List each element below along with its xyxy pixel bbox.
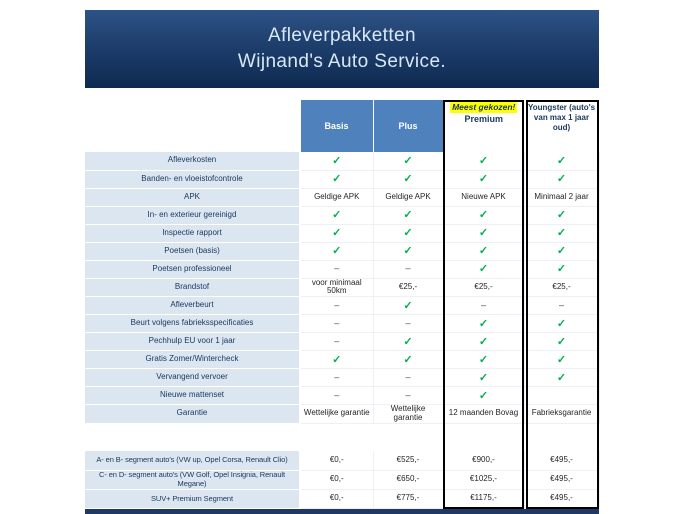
spacer-row [85, 423, 599, 451]
table-row [85, 170, 599, 188]
table-row [85, 451, 599, 470]
cell-plus: ✓ [373, 351, 443, 369]
cell-youngster: ✓ [524, 333, 599, 351]
header-youngster: Youngster (auto's van max 1 jaar oud) [524, 100, 599, 152]
table-body [85, 152, 599, 508]
cell-premium: – [443, 297, 524, 315]
header-premium-label: Premium [464, 114, 503, 125]
cell-premium: ✓ [443, 351, 524, 369]
cell-basis: ✓ [300, 224, 373, 242]
bottom-bar [85, 509, 599, 514]
row-label: In- en exterieur gereinigd [85, 206, 300, 224]
cell-youngster: €495,- [524, 451, 599, 470]
cell-youngster: ✓ [524, 369, 599, 387]
cell-youngster [524, 387, 599, 405]
cell-premium: ✓ [443, 206, 524, 224]
cell-basis: – [300, 333, 373, 351]
row-label: SUV+ Premium Segment [85, 489, 300, 508]
cell-premium: €1025,- [443, 470, 524, 489]
cell-plus: ✓ [373, 242, 443, 260]
table-row [85, 260, 599, 278]
cell-basis: ✓ [300, 351, 373, 369]
row-label: Banden- en vloeistofcontrole [85, 170, 300, 188]
cell-basis: €0,- [300, 451, 373, 470]
cell-youngster: €495,- [524, 489, 599, 508]
cell-youngster: €25,- [524, 278, 599, 297]
cell-basis: Wettelijke garantie [300, 405, 373, 424]
row-label: C- en D- segment auto's (VW Golf, Opel Insignia, Renault Megane) [85, 470, 300, 489]
header-premium [443, 100, 524, 152]
row-label: Inspectie rapport [85, 224, 300, 242]
table-row [85, 297, 599, 315]
cell-basis: – [300, 387, 373, 405]
cell-plus: ✓ [373, 297, 443, 315]
row-label: Afleverbeurt [85, 297, 300, 315]
row-label: Garantie [85, 405, 300, 424]
cell-basis: €0,- [300, 489, 373, 508]
banner-title-line1: Afleverpakketten [268, 24, 416, 46]
row-label: A- en B- segment auto's (VW up, Opel Corsa, Renault Clio) [85, 451, 300, 470]
cell-youngster: ✓ [524, 315, 599, 333]
row-label: Poetsen professioneel [85, 260, 300, 278]
cell-basis: – [300, 297, 373, 315]
cell-youngster: ✓ [524, 224, 599, 242]
cell-basis: ✓ [300, 242, 373, 260]
cell-premium: ✓ [443, 152, 524, 170]
row-label: Beurt volgens fabrieksspecificaties [85, 315, 300, 333]
cell-plus: €525,- [373, 451, 443, 470]
header-row [85, 100, 599, 152]
cell-plus: – [373, 369, 443, 387]
table-row [85, 351, 599, 369]
row-label: Brandstof [85, 278, 300, 297]
row-label: Nieuwe mattenset [85, 387, 300, 405]
header-plus: Plus [373, 100, 443, 152]
cell-premium: ✓ [443, 369, 524, 387]
cell-basis: – [300, 315, 373, 333]
cell-plus: ✓ [373, 170, 443, 188]
cell-youngster: Minimaal 2 jaar [524, 188, 599, 206]
cell-premium: ✓ [443, 170, 524, 188]
banner [85, 10, 599, 88]
cell-premium: ✓ [443, 260, 524, 278]
cell-youngster: ✓ [524, 206, 599, 224]
cell-premium: €25,- [443, 278, 524, 297]
cell-premium: 12 maanden Bovag [443, 405, 524, 424]
cell-premium: ✓ [443, 315, 524, 333]
cell-basis: ✓ [300, 206, 373, 224]
cell-plus: Geldige APK [373, 188, 443, 206]
spacer-cell [85, 423, 599, 451]
cell-premium: ✓ [443, 224, 524, 242]
cell-basis: €0,- [300, 470, 373, 489]
table-row [85, 224, 599, 242]
row-label: Pechhulp EU voor 1 jaar [85, 333, 300, 351]
cell-basis: voor minimaal 50km [300, 278, 373, 297]
cell-youngster: ✓ [524, 260, 599, 278]
row-label: APK [85, 188, 300, 206]
cell-youngster: €495,- [524, 470, 599, 489]
cell-plus: ✓ [373, 152, 443, 170]
package-table-area [85, 100, 599, 514]
table-row [85, 188, 599, 206]
cell-basis: – [300, 260, 373, 278]
cell-basis: ✓ [300, 170, 373, 188]
cell-plus: €25,- [373, 278, 443, 297]
table-row [85, 405, 599, 424]
cell-youngster: ✓ [524, 170, 599, 188]
table-wrap [85, 100, 599, 509]
table-row [85, 369, 599, 387]
cell-premium: ✓ [443, 242, 524, 260]
package-comparison-table [85, 100, 600, 509]
cell-plus: €650,- [373, 470, 443, 489]
row-label: Gratis Zomer/Wintercheck [85, 351, 300, 369]
header-basis: Basis [300, 100, 373, 152]
cell-premium: €900,- [443, 451, 524, 470]
cell-plus: – [373, 387, 443, 405]
cell-youngster: ✓ [524, 351, 599, 369]
cell-premium: ✓ [443, 387, 524, 405]
cell-plus: ✓ [373, 206, 443, 224]
cell-premium: Nieuwe APK [443, 188, 524, 206]
cell-youngster: ✓ [524, 242, 599, 260]
cell-plus: – [373, 260, 443, 278]
cell-plus: ✓ [373, 333, 443, 351]
cell-basis: ✓ [300, 152, 373, 170]
cell-youngster: ✓ [524, 152, 599, 170]
table-row [85, 387, 599, 405]
cell-plus: Wettelijke garantie [373, 405, 443, 424]
banner-title-line2: Wijnand's Auto Service. [237, 50, 447, 72]
cell-basis: – [300, 369, 373, 387]
cell-plus: ✓ [373, 224, 443, 242]
row-label: Poetsen (basis) [85, 242, 300, 260]
table-row [85, 278, 599, 297]
table-row [85, 470, 599, 489]
cell-plus: – [373, 315, 443, 333]
table-row [85, 206, 599, 224]
cell-premium: €1175,- [443, 489, 524, 508]
cell-plus: €775,- [373, 489, 443, 508]
table-row [85, 152, 599, 170]
table-row [85, 242, 599, 260]
table-row [85, 489, 599, 508]
header-blank-cell [85, 100, 300, 152]
table-row [85, 333, 599, 351]
row-label: Vervangend vervoer [85, 369, 300, 387]
row-label: Afleverkosten [85, 152, 300, 170]
cell-premium: ✓ [443, 333, 524, 351]
cell-youngster: Fabrieksgarantie [524, 405, 599, 424]
cell-basis: Geldige APK [300, 188, 373, 206]
most-chosen-badge: Meest gekozen! [452, 102, 516, 112]
table-row [85, 315, 599, 333]
cell-youngster: – [524, 297, 599, 315]
